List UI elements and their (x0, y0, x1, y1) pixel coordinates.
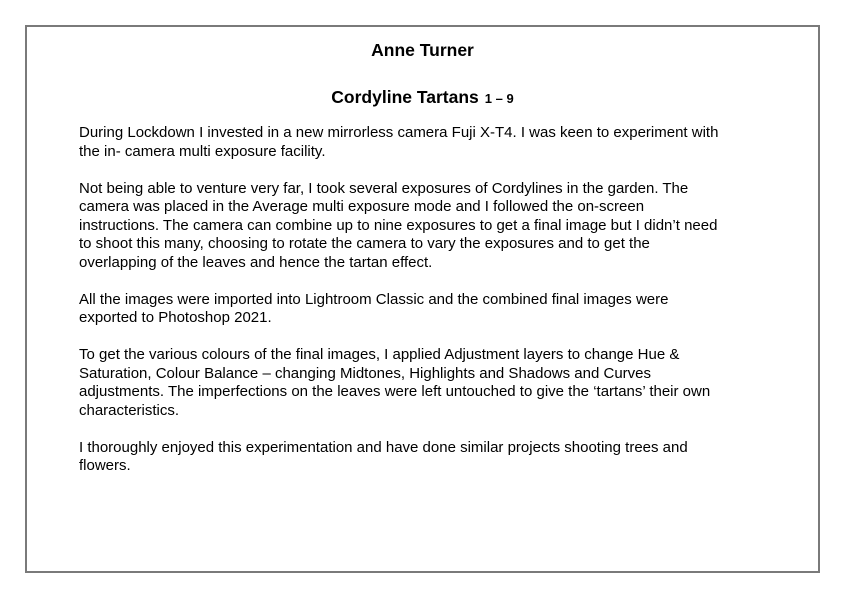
paragraph-exposures (79, 180, 799, 273)
text-line: Saturation, Colour Balance – changing Midtones, Highlights and Shadows and Curves (79, 364, 652, 382)
text-line: exported to Photoshop 2021. (79, 309, 272, 326)
text-line: All the images were imported into Lightroom Classic and the combined final images were (79, 290, 669, 308)
text-line: instructions. The camera can combine up to nine exposures to get a final image but I didn’t need (79, 216, 718, 234)
title-text: Cordyline Tartans (331, 87, 479, 107)
text-line: During Lockdown I invested in a new mirrorless camera Fuji X-T4. I was keen to experiment with (79, 124, 719, 141)
body-text (79, 124, 799, 494)
title-image-range: 1 – 9 (484, 91, 514, 106)
paragraph-adjustments (79, 346, 799, 420)
paragraph-conclusion (79, 439, 799, 476)
paragraph-lockdown-camera (79, 124, 799, 161)
text-line: To get the various colours of the final images, I applied Adjustment layers to change Hue & (79, 346, 680, 363)
text-line: Not being able to venture very far, I took several exposures of Cordylines in the garden. The (79, 179, 689, 197)
author-name: Anne Turner (371, 40, 474, 60)
document-title (27, 85, 818, 110)
text-line: the in- camera multi exposure facility. (79, 142, 326, 160)
paragraph-lightroom (79, 291, 799, 328)
text-line: flowers. (79, 457, 131, 474)
text-line: adjustments. The imperfections on the leaves were left untouched to give the ‘tartans’ their own (79, 383, 711, 400)
text-line: camera was placed in the Average multi exposure mode and I followed the on-screen (79, 198, 645, 215)
text-line: overlapping of the leaves and hence the tartan effect. (79, 253, 433, 271)
text-line: I thoroughly enjoyed this experimentation and have done similar projects shooting trees and (79, 438, 688, 456)
text-line: characteristics. (79, 401, 180, 419)
page-frame (25, 25, 820, 573)
text-line: to shoot this many, choosing to rotate the camera to vary the exposures and to get the (79, 235, 650, 252)
